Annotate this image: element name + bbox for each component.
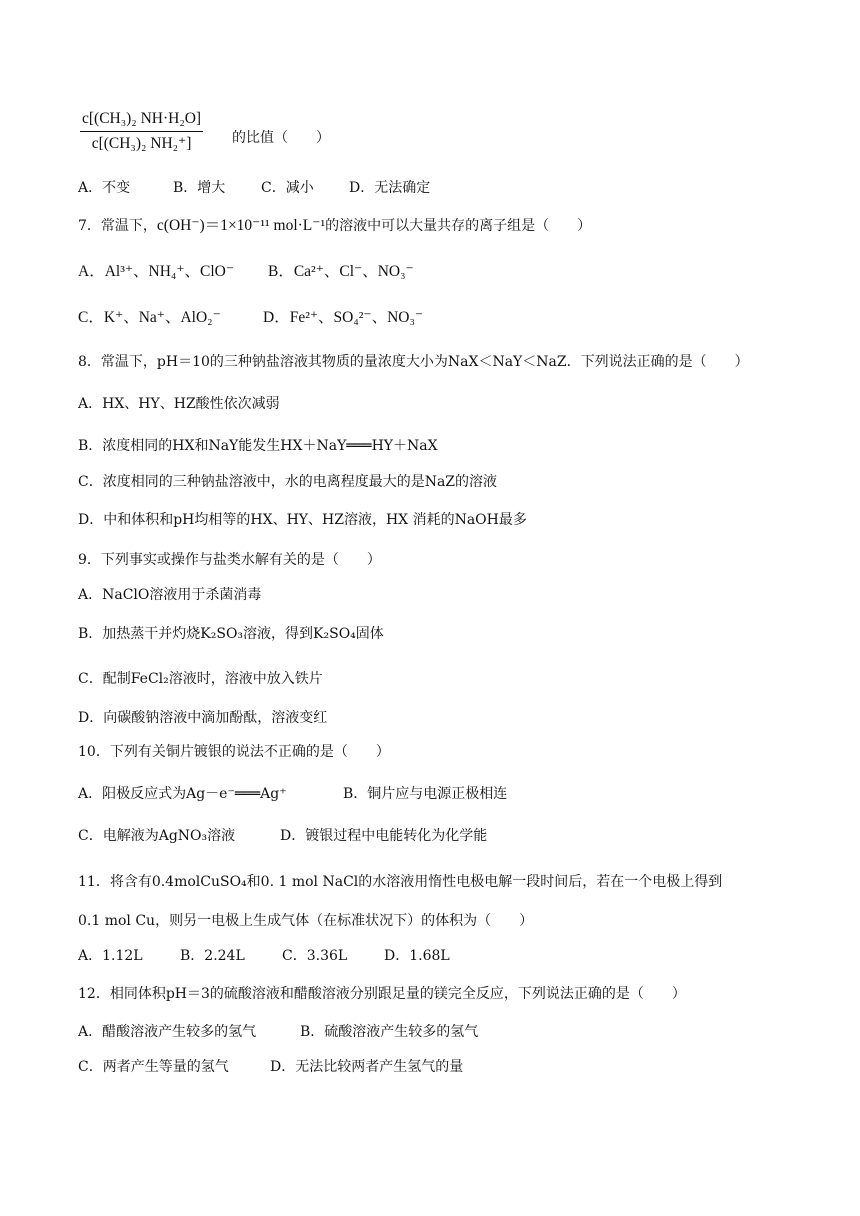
q12-option-b[interactable]: B．硫酸溶液产生较多的氢气 <box>300 1024 479 1040</box>
q6-option-c[interactable]: C．减小 <box>261 180 314 196</box>
q9-option-a[interactable]: A．NaClO溶液用于杀菌消毒 <box>78 587 262 603</box>
q7-options-row2 <box>78 308 423 328</box>
q10-options-row2 <box>78 826 487 846</box>
q6-fraction-numerator: c[(CH₃)₂ NH·H₂O] <box>82 110 202 127</box>
q7-options-row1 <box>78 262 414 282</box>
q8-option-a[interactable]: A．HX、HY、HZ酸性依次减弱 <box>78 396 280 412</box>
q6-option-a[interactable]: A．不变 <box>78 180 131 196</box>
q7-option-b[interactable]: B．Ca²⁺、Cl⁻、NO₃⁻ <box>268 263 414 280</box>
q10-option-d[interactable]: D．镀银过程中电能转化为化学能 <box>280 828 488 844</box>
q12-option-c[interactable]: C．两者产生等量的氢气 <box>78 1059 229 1075</box>
q12-options-row1 <box>78 1022 478 1042</box>
q12-stem: 12．相同体积pH＝3的硫酸溶液和醋酸溶液分别跟足量的镁完全反应，下列说法正确的是（ ） <box>78 986 686 1002</box>
q10-options-row1 <box>78 784 507 804</box>
q8-stem: 8．常温下，pH＝10的三种钠盐溶液其物质的量浓度大小为NaX＜NaY＜NaZ．下列说法正确的是（ ） <box>78 354 749 370</box>
q12-option-a[interactable]: A．醋酸溶液产生较多的氢气 <box>78 1024 257 1040</box>
q7-stem-expression: c(OH⁻)＝1×10⁻¹¹ mol·L⁻¹ <box>156 217 326 234</box>
q6-fraction-denominator: c[(CH₃)₂ NH₂⁺] <box>91 135 192 152</box>
q11-option-c[interactable]: C．3.36L <box>282 948 348 964</box>
q9-option-c[interactable]: C．配制FeCl₂溶液时，溶液中放入铁片 <box>78 671 323 687</box>
q7-option-d[interactable]: D．Fe²⁺、SO₄²⁻、NO₃⁻ <box>263 309 424 326</box>
q11-options <box>78 946 450 966</box>
q11-option-b[interactable]: B．2.24L <box>180 948 245 964</box>
q7-stem-post: 的溶液中可以大量共存的离子组是（ ） <box>325 218 592 234</box>
q10-stem: 10．下列有关铜片镀银的说法不正确的是（ ） <box>78 744 390 760</box>
q7-stem-pre: 7．常温下， <box>78 218 157 234</box>
fraction-bar <box>80 131 203 132</box>
q8-option-d[interactable]: D．中和体积和pH均相等的HX、HY、HZ溶液，HX 消耗的NaOH最多 <box>78 512 527 528</box>
q11-option-d[interactable]: D．1.68L <box>384 948 450 964</box>
q6-fraction <box>80 108 203 155</box>
q6-option-d[interactable]: D．无法确定 <box>349 180 431 196</box>
q7-stem <box>78 216 591 236</box>
q12-option-d[interactable]: D．无法比较两者产生氢气的量 <box>270 1059 464 1075</box>
q8-option-c[interactable]: C．浓度相同的三种钠盐溶液中，水的电离程度最大的是NaZ的溶液 <box>78 474 498 490</box>
q10-option-c[interactable]: C．电解液为AgNO₃溶液 <box>78 828 236 844</box>
q7-option-c[interactable]: C．K⁺、Na⁺、AlO₂⁻ <box>78 309 221 326</box>
q6-options <box>78 178 430 198</box>
q11-stem-line2: 0.1 mol Cu，则另一电极上生成气体（在标准状况下）的体积为（ ） <box>78 913 534 929</box>
q9-stem: 9．下列事实或操作与盐类水解有关的是（ ） <box>78 552 381 568</box>
q6-tail: 的比值（ ） <box>232 130 330 146</box>
q6-option-b[interactable]: B．增大 <box>173 180 226 196</box>
q11-option-a[interactable]: A．1.12L <box>78 948 143 964</box>
q8-option-b[interactable]: B．浓度相同的HX和NaY能发生HX＋NaY═══HY＋NaX <box>78 438 438 454</box>
q9-option-b[interactable]: B．加热蒸干并灼烧K₂SO₃溶液，得到K₂SO₄固体 <box>78 626 384 642</box>
q11-stem-line1: 11．将含有0.4molCuSO₄和0. 1 mol NaCl的水溶液用惰性电极电解一段时间后，若在一个电极上得到 <box>78 874 723 890</box>
q10-option-a[interactable]: A．阳极反应式为Ag－e⁻═══Ag⁺ <box>78 786 287 802</box>
q7-option-a[interactable]: A．Al³⁺、NH₄⁺、ClO⁻ <box>78 263 235 280</box>
q9-option-d[interactable]: D．向碳酸钠溶液中滴加酚酞，溶液变红 <box>78 710 328 726</box>
q12-options-row2 <box>78 1057 463 1077</box>
q10-option-b[interactable]: B．铜片应与电源正极相连 <box>343 786 508 802</box>
